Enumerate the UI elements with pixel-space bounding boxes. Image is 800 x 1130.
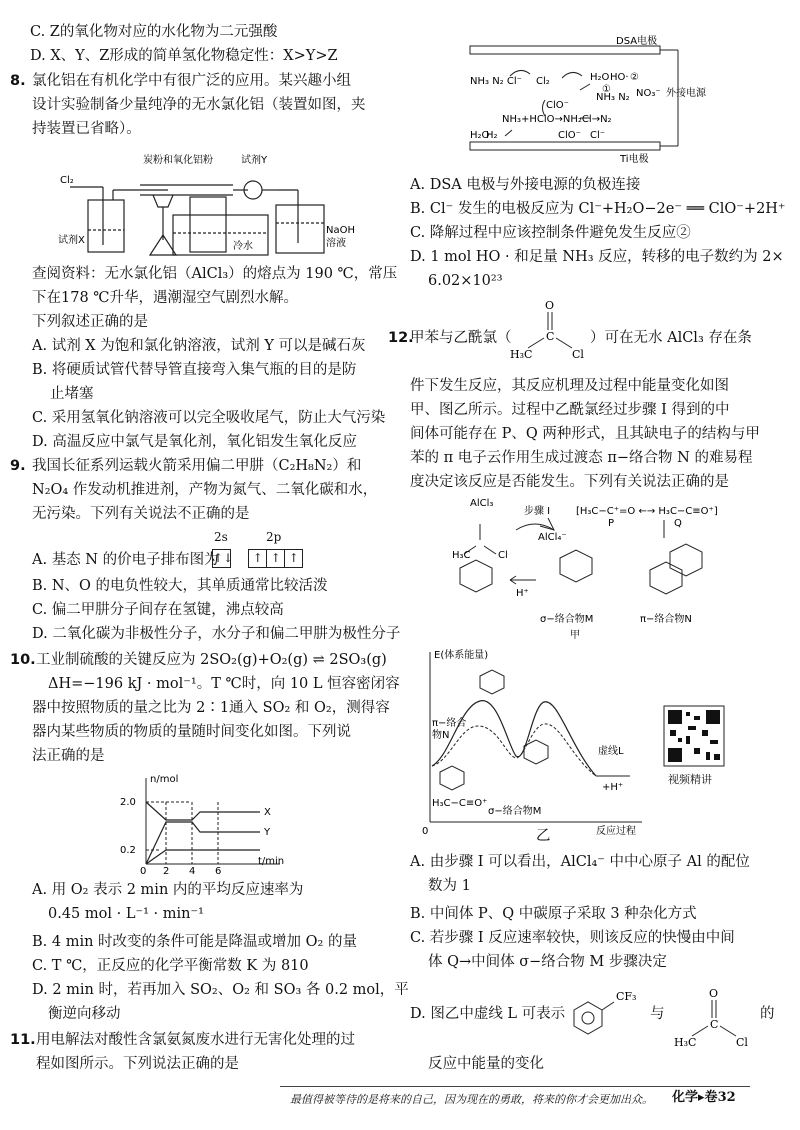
q8-ask: 下列叙述正确的是 [32, 314, 148, 330]
q12-mechanism-figure-a [440, 496, 740, 644]
fig-b-hplus: +H⁺ [602, 782, 624, 793]
q11-option-d-line1: D. 1 mol HO · 和足量 NH₃ 反应，转移的电子数约为 2× [410, 249, 784, 265]
fig-b-origin: 0 [422, 826, 429, 837]
q11-fig-power: 外接电源 [666, 88, 706, 99]
q11-stem-line1: 用电解法对酸性含氯氨氮废水进行无害化处理的过 [36, 1032, 355, 1048]
q12-option-d-part-c: 的 [760, 1006, 775, 1022]
q10-stem-line2: ΔH=−196 kJ · mol⁻¹。T ℃时，向 10 L 恒容密闭容 [48, 676, 400, 692]
q10-graph-x0: 0 [140, 866, 147, 877]
q11-fig-no3: NO₃⁻ [636, 88, 661, 99]
fig-b-label: 乙 [536, 828, 551, 844]
fig-a-pq: [H₃C−C⁺=O ←→ H₃C−C≡O⁺] [576, 506, 718, 517]
q11-stem-line2: 程如图所示。下列说法正确的是 [36, 1056, 239, 1072]
q8-fig-reagent-x: 试剂X [58, 235, 85, 246]
q10-graph-line-x: X [264, 807, 271, 818]
fig-b-ylabel: E(体系能量) [434, 650, 489, 661]
orbital-2s-box: ↑↓ [212, 549, 231, 568]
orbital-2p-box-2: ↑ [267, 549, 285, 568]
footer-motto: 最值得被等待的是将来的自己，因为现在的勇敢，将来的你才会更加出众。 [290, 1093, 653, 1106]
opt-d-H3C: H₃C [674, 1036, 697, 1049]
q12-option-a-line2: 数为 1 [428, 878, 471, 894]
q10-graph [120, 772, 290, 877]
q12-number: 12. [388, 330, 414, 346]
q9-stem-line3: 无污染。下列有关说法不正确的是 [32, 506, 250, 522]
q12-option-c-line1: C. 若步骤 I 反应速率较快，则该反应的快慢由中间 [410, 930, 735, 946]
q12-stem-line3: 甲、图乙所示。过程中乙酰氯经过步骤 I 得到的中 [410, 402, 730, 418]
q8-stem-line3: 持装置已省略）。 [32, 121, 141, 137]
q10-graph-y-2: 2.0 [120, 797, 136, 808]
q11-option-c: C. 降解过程中应该控制条件避免发生反应② [410, 225, 691, 241]
fig-a-sigma: σ−络合物M [540, 614, 594, 625]
q11-fig-nh3n2: NH₃ N₂ [596, 92, 630, 103]
fig-a-h3c: H₃C [452, 550, 471, 561]
fig-b-dashed-l: 虚线L [598, 746, 624, 757]
q9-stem-line2: N₂O₄ 作发动机推进剂，产物为氮气、二氧化碳和水， [32, 482, 378, 498]
q8-option-b-line1: B. 将硬质试管代替导管直接弯入集气瓶的目的是防 [32, 362, 357, 378]
q11-fig-mark1: ① [602, 84, 611, 95]
opt-d-Cl: Cl [736, 1036, 748, 1049]
q9-option-b: B. N、O 的电负性较大，其单质通常比较活泼 [32, 578, 328, 594]
q7-option-d: D. X、Y、Z形成的简单氢化物稳定性：X>Y>Z [30, 48, 338, 64]
q11-fig-h2o: H₂O [590, 72, 610, 83]
q8-option-a: A. 试剂 X 为饱和氯化钠溶液，试剂 Y 可以是碱石灰 [32, 338, 366, 354]
q11-option-d-line2: 6.02×10²³ [428, 273, 503, 289]
q12-stem-line4: 间体可能存在 P、Q 两种形式，且其缺电子的结构与甲 [410, 426, 760, 442]
q8-stem-line2: 设计实验制备少量纯净的无水氯化铝（装置如图，夹 [32, 97, 366, 113]
footer-subject-label: 化学 [672, 1090, 699, 1105]
q10-option-d-line2: 衡逆向移动 [48, 1006, 121, 1022]
qr-caption: 视频精讲 [668, 773, 712, 786]
q10-number: 10. [10, 652, 36, 668]
footer-subject [672, 1088, 736, 1108]
q12-option-b: B. 中间体 P、Q 中碳原子采取 3 种杂化方式 [410, 906, 697, 922]
q9-number: 9. [10, 458, 26, 474]
q12-stem-part-a: 甲苯与乙酰氯（ [410, 330, 512, 346]
footer-rule [280, 1086, 750, 1087]
q10-graph-xlabel: t/min [258, 856, 285, 867]
q12-stem-line6: 度决定该反应是否能发生。下列有关说法正确的是 [410, 474, 729, 490]
acyl-O: O [545, 299, 555, 312]
q8-fig-naoh2: 溶液 [326, 238, 346, 249]
q7-option-c: C. Z的氧化物对应的水化物为二元强酸 [30, 24, 278, 40]
q12-option-d-part-b: 与 [650, 1006, 665, 1022]
fig-a-pi: π−络合物N [640, 614, 692, 625]
q11-fig-dsa: DSA电极 [616, 36, 658, 47]
q11-fig-cl2: Cl₂ [536, 76, 550, 87]
q11-fig-chain: NH₃+HClO→NH₂Cl→N₂ [502, 114, 612, 125]
acetyl-chloride-structure-d [674, 984, 754, 1048]
fig-a-alcl4: AlCl₄⁻ [538, 532, 567, 543]
fig-a-q: Q [674, 518, 682, 529]
q11-fig-ti: Ti电极 [620, 154, 649, 165]
q10-graph-ylabel: n/mol [150, 774, 179, 785]
footer-page-number: 32 [717, 1090, 736, 1105]
q9-stem-line1: 我国长征系列运载火箭采用偏二甲肼（C₂H₈N₂）和 [32, 458, 362, 474]
opt-d-O: O [709, 987, 719, 1000]
q11-fig-clo2: ClO⁻ [558, 130, 581, 141]
q8-option-b-line2: 止堵塞 [50, 386, 94, 402]
orbital-2p-box-1: ↑ [248, 549, 267, 568]
q10-graph-y-02: 0.2 [120, 845, 136, 856]
q11-fig-h2: H₂ [486, 130, 498, 141]
q10-graph-x6: 6 [215, 866, 222, 877]
q11-fig-h2o2: H₂O [470, 130, 490, 141]
q11-option-a: A. DSA 电极与外接电源的负极连接 [410, 177, 641, 193]
q8-fig-powder: 炭粉和氧化铝粉 [143, 155, 213, 166]
q10-stem-line1: 工业制硫酸的关键反应为 2SO₂(g)+O₂(g) ⇌ 2SO₃(g) [36, 652, 387, 668]
q10-graph-line-y: Y [264, 827, 271, 838]
acyl-Cl: Cl [572, 348, 584, 361]
fig-b-sigma: σ−络合物M [488, 806, 542, 817]
footer-arrow-icon: ▸ [698, 1090, 705, 1105]
cf3-label: CF₃ [616, 990, 637, 1003]
q10-graph-x2: 2 [163, 866, 170, 877]
fig-a-alcl3: AlCl₃ [470, 498, 494, 509]
acetyl-chloride-structure [510, 296, 590, 360]
q8-fig-naoh1: NaOH [326, 225, 355, 236]
q12-energy-diagram [420, 646, 650, 842]
q9-option-d: D. 二氧化碳为非极性分子，水分子和偏二甲肼为极性分子 [32, 626, 401, 642]
q9-orbital-2s-label: 2s [214, 530, 228, 544]
q9-orbital-diagram [212, 549, 303, 568]
q10-option-a-line2: 0.45 mol · L⁻¹ · min⁻¹ [48, 906, 204, 922]
q10-stem-line4: 器内某些物质的物质的量随时间变化如图。下列说 [32, 724, 351, 740]
orbital-2p-box-3: ↑ [285, 549, 303, 568]
q8-info-line1: 查阅资料：无水氯化铝（AlCl₃）的熔点为 190 ℃，常压 [32, 266, 398, 282]
q8-fig-coldwater: 冷水 [233, 241, 253, 252]
q8-fig-reagent-y: 试剂Y [241, 155, 268, 166]
q11-electrolysis-diagram [450, 36, 706, 170]
trifluorotoluene-structure [566, 984, 646, 1040]
acyl-C: C [546, 330, 555, 343]
q8-option-d: D. 高温反应中氯气是氧化剂，氧化铝发生氧化反应 [32, 434, 357, 450]
fig-b-pi-2: 物N [432, 730, 450, 741]
q12-option-d-line2: 反应中能量的变化 [428, 1056, 544, 1072]
q12-option-c-line2: 体 Q→中间体 σ−络合物 M 步骤决定 [428, 954, 667, 970]
q12-option-d-part-a: D. 图乙中虚线 L 可表示 [410, 1006, 566, 1022]
q12-stem-line2: 件下发生反应，其反应机理及过程中能量变化如图 [410, 378, 729, 394]
qr-code-icon[interactable] [664, 706, 724, 766]
q8-number: 8. [10, 73, 26, 89]
q8-info-line2: 下在178 ℃升华，遇潮湿空气剧烈水解。 [32, 290, 299, 306]
q8-option-c: C. 采用氢氧化钠溶液可以完全吸收尾气，防止大气污染 [32, 410, 386, 426]
q11-fig-ho: HO· [610, 72, 629, 83]
fig-b-xlabel: 反应过程 [596, 826, 636, 837]
q12-option-a-line1: A. 由步骤 I 可以看出，AlCl₄⁻ 中中心原子 Al 的配位 [410, 854, 750, 870]
q11-fig-mark2: ② [630, 72, 639, 83]
fig-b-pi-1: π−络合 [432, 718, 467, 729]
fig-a-p: P [608, 518, 615, 529]
q11-fig-cl-bottom: Cl⁻ [590, 130, 606, 141]
q9-option-a: A. 基态 N 的价电子排布图为 [32, 552, 219, 568]
fig-a-cl: Cl [498, 550, 508, 561]
q10-stem-line3: 器中按照物质的量之比为 2∶1通入 SO₂ 和 O₂，测得容 [32, 700, 390, 716]
q10-graph-x4: 4 [189, 866, 196, 877]
q9-orbital-2p-label: 2p [266, 530, 282, 544]
q10-option-c: C. T ℃，正反应的化学平衡常数 K 为 810 [32, 958, 309, 974]
q12-stem-line5: 苯的 π 电子云作用生成过渡态 π−络合物 N 的难易程 [410, 450, 753, 466]
q10-option-d-line1: D. 2 min 时，若再加入 SO₂、O₂ 和 SO₃ 各 0.2 mol，平 [32, 982, 409, 998]
q11-number: 11. [10, 1032, 36, 1048]
q11-option-b: B. Cl⁻ 发生的电极反应为 Cl⁻+H₂O−2e⁻ ══ ClO⁻+2H⁺ [410, 201, 786, 217]
q12-stem-part-b: ）可在无水 AlCl₃ 存在条 [590, 330, 752, 346]
q10-stem-line5: 法正确的是 [32, 748, 105, 764]
q8-apparatus-diagram [58, 145, 358, 263]
q8-stem-line1: 氯化铝在有机化学中有很广泛的应用。某兴趣小组 [32, 73, 351, 89]
q10-option-a-line1: A. 用 O₂ 表示 2 min 内的平均反应速率为 [32, 882, 304, 898]
footer-vol-label: 卷 [704, 1090, 718, 1105]
q10-option-b: B. 4 min 时改变的条件可能是降温或增加 O₂ 的量 [32, 934, 357, 950]
q9-option-c: C. 偏二甲肼分子间存在氢键，沸点较高 [32, 602, 284, 618]
fig-a-label: 甲 [570, 630, 580, 641]
q8-fig-cl2: Cl₂ [60, 175, 74, 186]
opt-d-C: C [710, 1018, 719, 1031]
q11-fig-clo: ClO⁻ [546, 100, 569, 111]
fig-a-step1: 步骤 I [524, 506, 551, 517]
fig-b-acyl: H₃C−C≡O⁺ [432, 798, 488, 809]
q11-fig-nh3n2cl: NH₃ N₂ Cl⁻ [470, 76, 522, 87]
fig-a-hplus: H⁺ [516, 588, 529, 599]
acyl-H3C: H₃C [510, 348, 533, 361]
